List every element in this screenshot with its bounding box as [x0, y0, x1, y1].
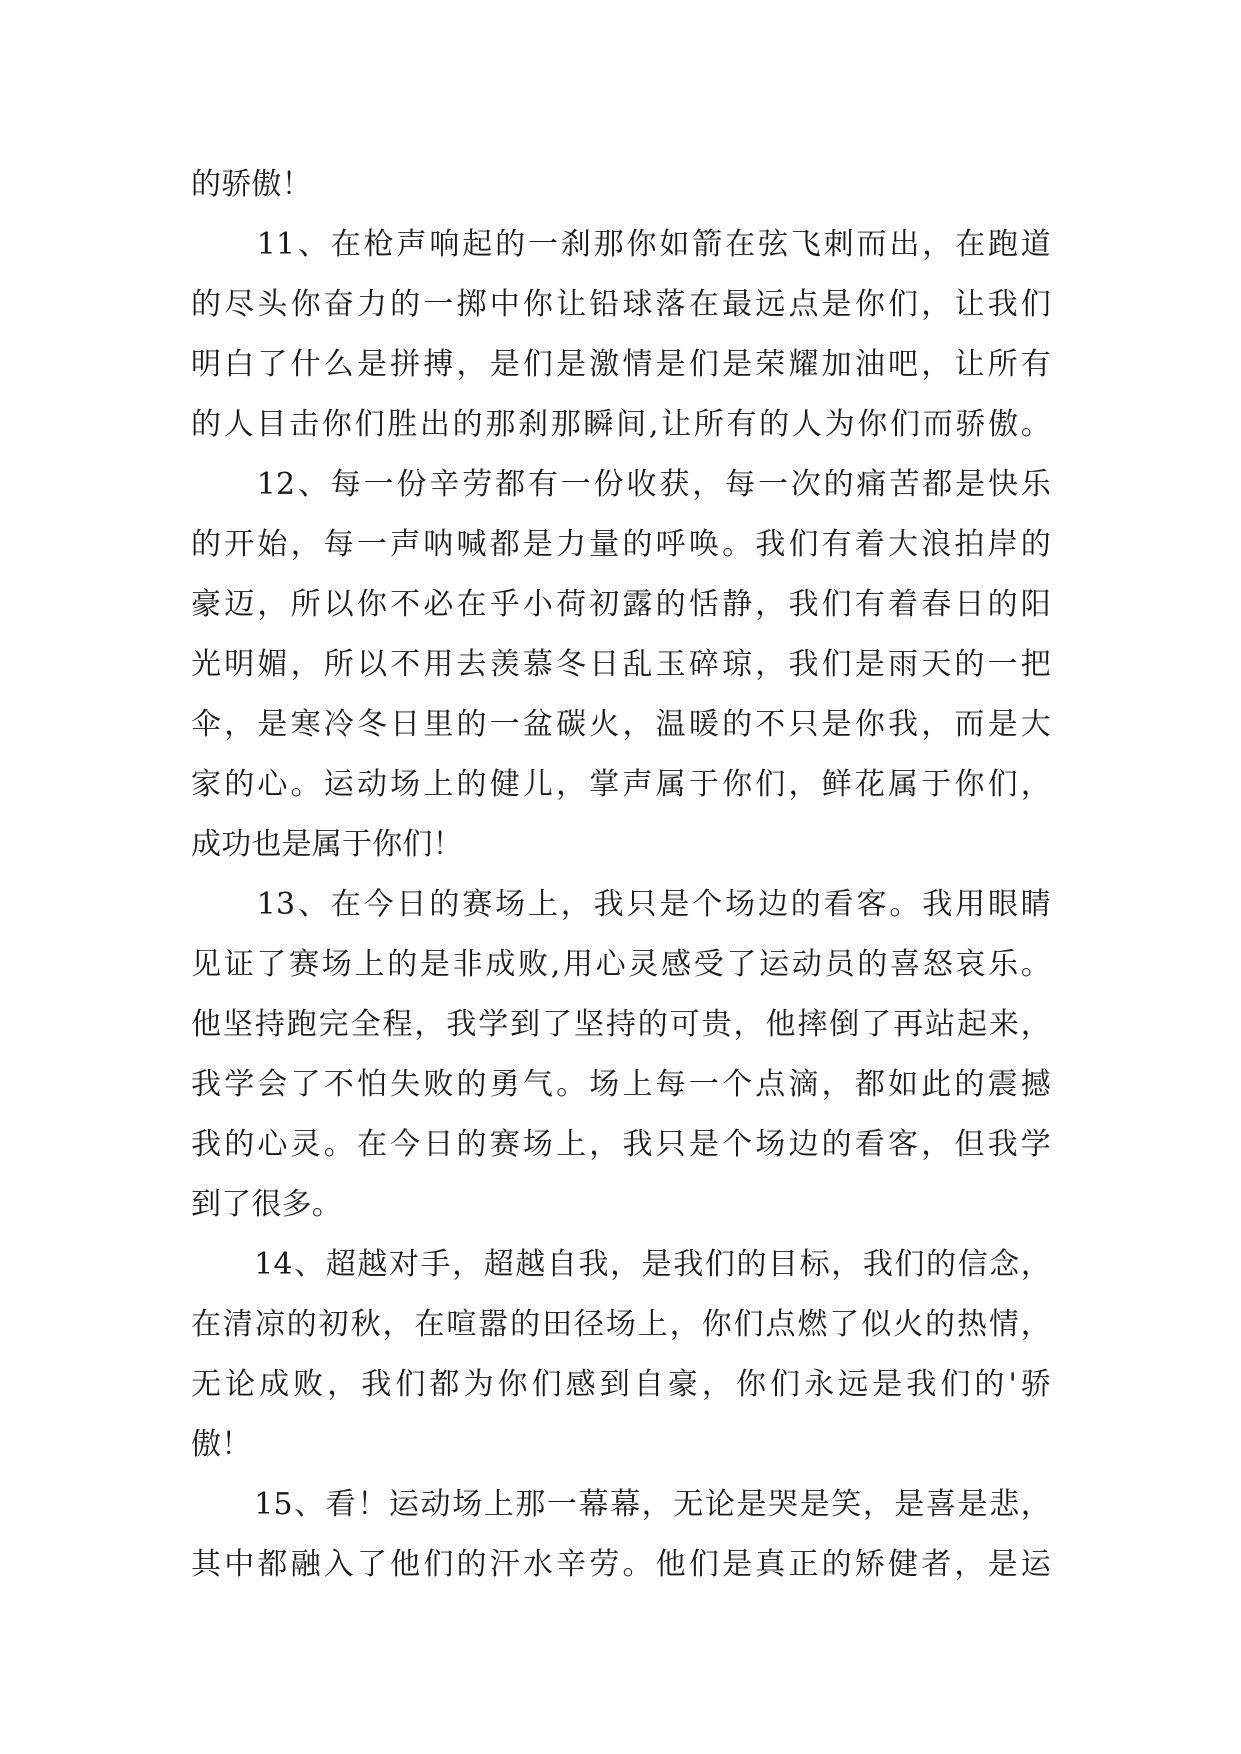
paragraph-11-line: 11、在枪声响起的一刹那你如箭在弦飞刺而出，在跑道	[191, 227, 1051, 262]
text-line: 在清凉的初秋，在喧嚣的田径场上，你们点燃了似火的热情，	[191, 1307, 1051, 1342]
text-line: 到了很多。	[191, 1187, 342, 1222]
text-line: 明白了什么是拼搏，是们是激情是们是荣耀加油吧，让所有	[191, 347, 1051, 382]
text-line: 的人目击你们胜出的那刹那瞬间,让所有的人为你们而骄傲。	[191, 407, 1051, 442]
text-line: 的开始，每一声呐喊都是力量的呼唤。我们有着大浪拍岸的	[191, 527, 1051, 562]
paragraph-13-line: 13、在今日的赛场上，我只是个场边的看客。我用眼睛	[191, 887, 1051, 922]
text-line: 家的心。运动场上的健儿，掌声属于你们，鲜花属于你们，	[191, 767, 1051, 802]
text-line: 伞，是寒冷冬日里的一盆碳火，温暖的不只是你我，而是大	[191, 707, 1051, 742]
text-line: 其中都融入了他们的汗水辛劳。他们是真正的矫健者，是运	[191, 1547, 1051, 1582]
text-line: 成功也是属于你们！	[191, 827, 463, 862]
text-line: 傲！	[191, 1427, 252, 1462]
text-line: 的尽头你奋力的一掷中你让铅球落在最远点是你们，让我们	[191, 287, 1051, 322]
text-line: 光明媚，所以不用去羡慕冬日乱玉碎琼，我们是雨天的一把	[191, 647, 1051, 682]
paragraph-14-line: 14、超越对手，超越自我，是我们的目标，我们的信念，	[191, 1247, 1051, 1282]
text-line: 我学会了不怕失败的勇气。场上每一个点滴，都如此的震撼	[191, 1067, 1051, 1102]
paragraph-12-line: 12、每一份辛劳都有一份收获，每一次的痛苦都是快乐	[191, 467, 1051, 502]
text-line: 的骄傲！	[191, 167, 312, 202]
text-line: 无论成败，我们都为你们感到自豪，你们永远是我们的'骄	[191, 1367, 1051, 1402]
paragraph-15-line: 15、看！运动场上那一幕幕，无论是哭是笑，是喜是悲，	[191, 1487, 1051, 1522]
text-line: 豪迈，所以你不必在乎小荷初露的恬静，我们有着春日的阳	[191, 587, 1051, 622]
text-line: 见证了赛场上的是非成败,用心灵感受了运动员的喜怒哀乐。	[191, 947, 1051, 982]
text-line: 我的心灵。在今日的赛场上，我只是个场边的看客，但我学	[191, 1127, 1051, 1162]
text-line: 他坚持跑完全程，我学到了坚持的可贵，他摔倒了再站起来，	[191, 1007, 1051, 1042]
